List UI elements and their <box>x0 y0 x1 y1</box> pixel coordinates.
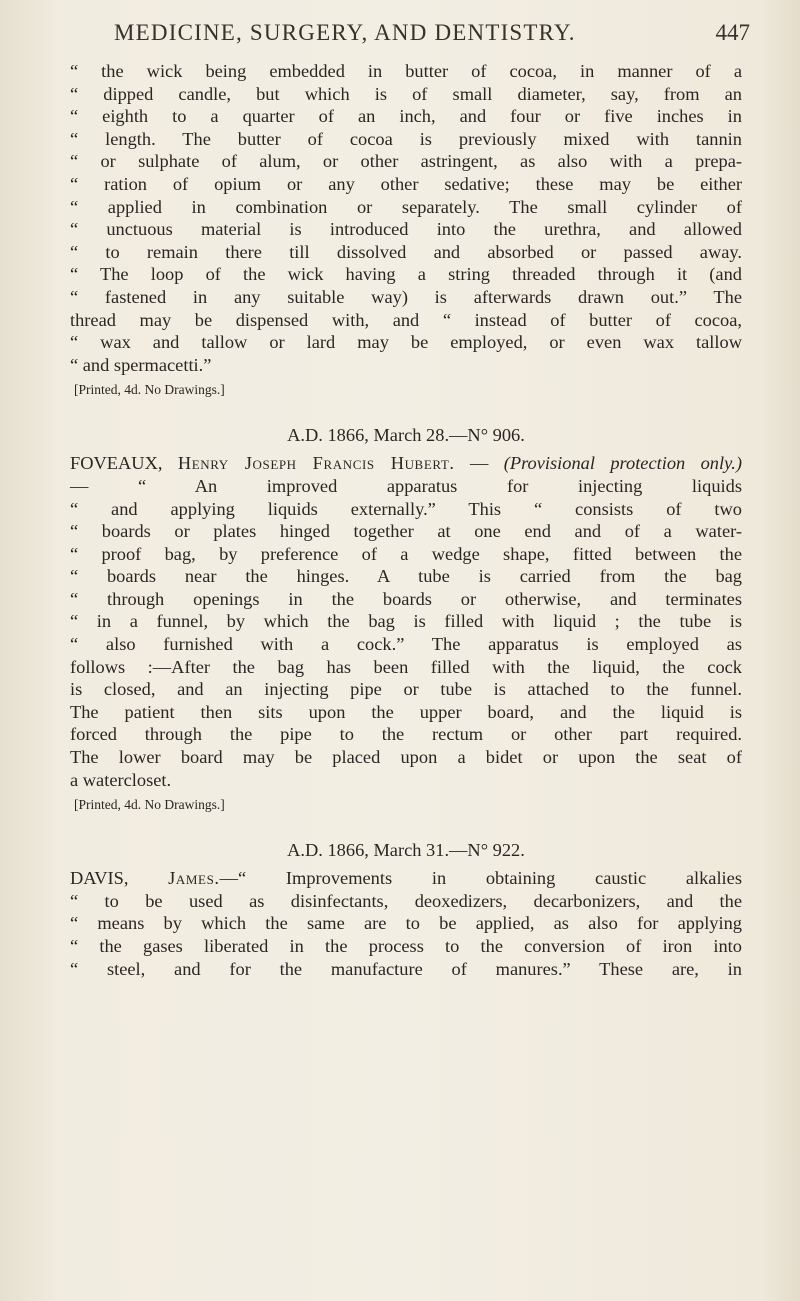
page-body <box>70 60 742 980</box>
text-line: “ to remain there till dissolved and absorbed or passed away. <box>70 241 742 262</box>
text-line: “ means by which the same are to be applied, as also for applying <box>70 913 742 934</box>
patentee-surname: FOVEAUX, <box>70 453 163 474</box>
running-title: MEDICINE, SURGERY, AND DENTISTRY. <box>114 20 576 45</box>
text-line: “ eighth to a quarter of an inch, and four or five inches in <box>70 106 742 127</box>
text-line: FOVEAUX, Henry Joseph Francis Hubert. — (Provisional protection only.) <box>70 453 742 474</box>
patentee-given-names: Henry Joseph Francis Hubert. <box>177 453 455 474</box>
text-line: forced through the pipe to the rectum or other part required. <box>70 724 742 745</box>
text-line: The lower board may be placed upon a bidet or upon the seat of <box>70 747 742 768</box>
text-line: “ applied in combination or separately. The small cylinder of <box>70 196 742 217</box>
text-line: “ unctuous material is introduced into the urethra, and allowed <box>70 219 742 240</box>
text-line: a watercloset. <box>70 769 172 790</box>
text-line: follows :—After the bag has been filled with the liquid, the cock <box>70 656 742 677</box>
text-line: is closed, and an injecting pipe or tube is attached to the funnel. <box>70 679 742 700</box>
protection-note: (Provisional protection only.) <box>503 453 742 474</box>
text-line: “ to be used as disinfectants, deoxedizers, decarbonizers, and the <box>70 890 742 911</box>
text-line: “ the wick being embedded in butter of cocoa, in manner of a <box>70 61 742 81</box>
entry-paragraph <box>70 452 742 791</box>
text-line: “ boards near the hinges. A tube is carried from the bag <box>70 566 742 587</box>
continuation-paragraph <box>70 60 742 376</box>
printed-note: [Printed, 4d. No Drawings.] <box>74 382 225 398</box>
patentee-given-names: James. <box>168 868 220 889</box>
text-line: “ ration of opium or any other sedative; these may be either <box>70 173 742 194</box>
text-line: “ The loop of the wick having a string threaded through it (and <box>70 264 742 285</box>
text-line: “ dipped candle, but which is of small diameter, say, from an <box>70 83 742 104</box>
text-line: “ proof bag, by preference of a wedge shape, fitted between the <box>70 543 742 564</box>
text-line: “ the gases liberated in the process to the conversion of iron into <box>70 936 742 956</box>
text-line: “ through openings in the boards or otherwise, and terminates <box>70 588 742 609</box>
text-line: — “ An improved apparatus for injecting liquids <box>70 475 742 496</box>
printed-note: [Printed, 4d. No Drawings.] <box>74 797 225 813</box>
text-line: “ also furnished with a cock.” The apparatus is employed as <box>70 634 742 655</box>
page-number: 447 <box>715 20 750 45</box>
text-line: “ fastened in any suitable way) is afterwards drawn out.” The <box>70 286 742 307</box>
entry-paragraph <box>70 867 742 980</box>
entry-heading: A.D. 1866, March 31.—N° 922. <box>287 840 525 861</box>
title-fragment: —“ Improvements in obtaining caustic alkalies <box>219 868 742 889</box>
text-line: “ in a funnel, by which the bag is filled with liquid ; the tube is <box>70 611 742 632</box>
text-line: “ and spermacetti.” <box>70 354 212 375</box>
patentee-surname: DAVIS, <box>70 868 129 889</box>
page-header <box>90 20 750 52</box>
entry-heading: A.D. 1866, March 28.—N° 906. <box>287 425 525 446</box>
text-line: “ length. The butter of cocoa is previously mixed with tannin <box>70 128 742 149</box>
text-line: “ steel, and for the manufacture of manures.” These are, in <box>70 958 742 979</box>
text-line: “ boards or plates hinged together at one end and of a water- <box>70 521 742 542</box>
text-line: The patient then sits upon the upper board, and the liquid is <box>70 701 742 722</box>
text-line: “ or sulphate of alum, or other astringent, as also with a prepa- <box>70 151 742 172</box>
text-line: “ and applying liquids externally.” This “ consists of two <box>70 498 742 519</box>
text-line: thread may be dispensed with, and “ instead of butter of cocoa, <box>70 309 742 330</box>
text-line: “ wax and tallow or lard may be employed, or even wax tallow <box>70 332 742 353</box>
text-line <box>70 867 742 890</box>
